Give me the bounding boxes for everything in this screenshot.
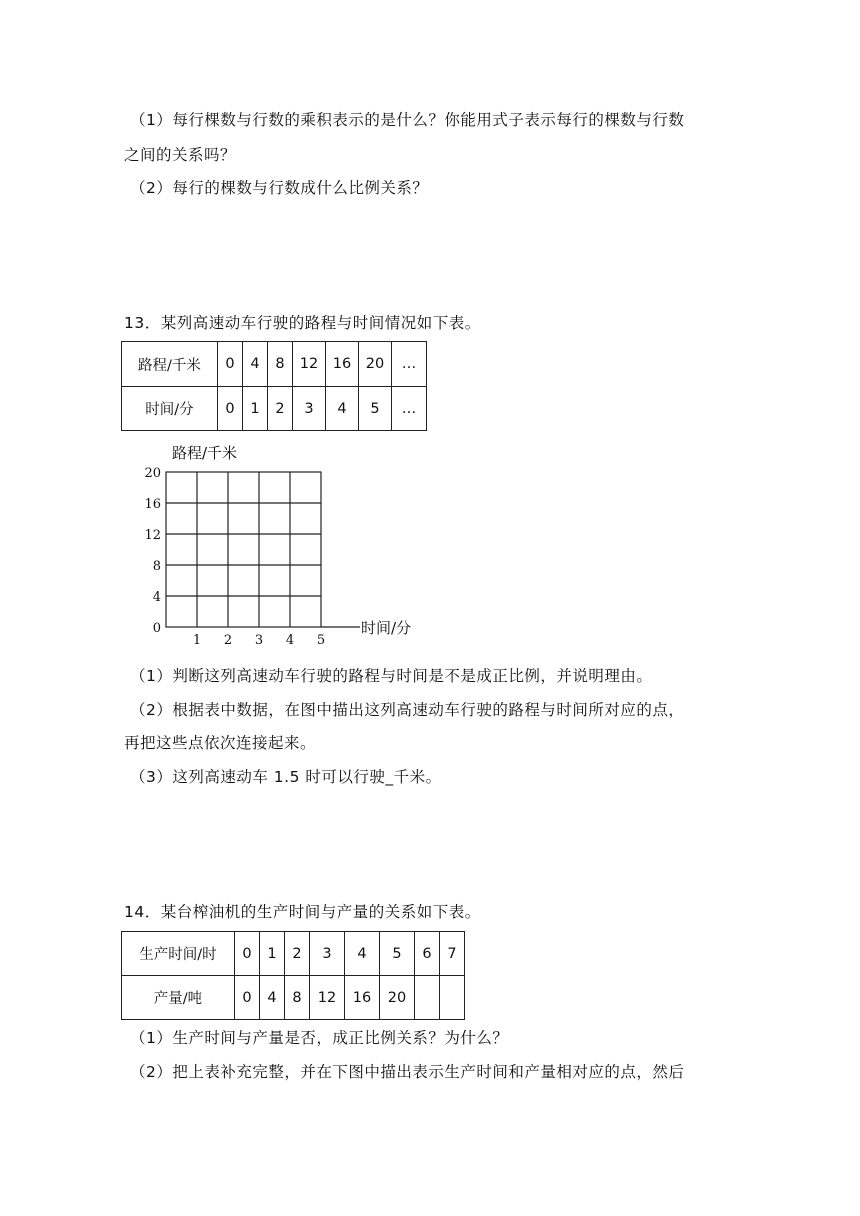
y-tick-16: 16	[144, 497, 161, 512]
table-cell: 12	[293, 342, 326, 387]
problem-13-question-1: （1）判断这列高速动车行驶的路程与时间是不是成正比例，并说明理由。	[130, 667, 653, 685]
problem-14-question-1: （1）生产时间与产量是否，成正比例关系？为什么？	[130, 1029, 509, 1047]
table-row	[122, 976, 465, 1020]
y-axis-label: 路程/千米	[172, 444, 238, 462]
table-cell: 2	[285, 932, 310, 976]
problem-14-table	[121, 931, 465, 1020]
table-cell: 6	[415, 932, 440, 976]
x-tick-4: 4	[285, 633, 295, 646]
table-row	[122, 932, 465, 976]
table-cell: 20	[359, 342, 392, 387]
grid-lines	[166, 472, 321, 627]
table-cell: 0	[235, 976, 260, 1020]
row-label: 产量/吨	[122, 976, 235, 1020]
question-1-line-2: 之间的关系吗？	[124, 146, 237, 164]
grid-border	[166, 472, 321, 627]
table-cell: 0	[218, 342, 243, 387]
x-tick-1: 1	[192, 633, 202, 646]
table-cell	[415, 976, 440, 1020]
table-cell: 12	[310, 976, 345, 1020]
x-axis-label: 时间/分	[361, 619, 412, 637]
problem-14-title: 14．某台榨油机的生产时间与产量的关系如下表。	[124, 903, 481, 921]
row-label: 路程/千米	[122, 342, 218, 387]
table-cell: 5	[380, 932, 415, 976]
table-cell: 7	[440, 932, 465, 976]
x-tick-2: 2	[223, 633, 233, 646]
table-cell: …	[392, 342, 427, 387]
table-cell: …	[392, 387, 427, 431]
table-cell: 4	[243, 342, 268, 387]
x-tick-5: 5	[316, 633, 326, 646]
table-cell: 3	[293, 387, 326, 431]
y-tick-12: 12	[144, 528, 161, 543]
table-cell	[440, 976, 465, 1020]
table-cell: 8	[268, 342, 293, 387]
table-cell: 5	[359, 387, 392, 431]
table-cell: 8	[285, 976, 310, 1020]
x-tick-3: 3	[254, 633, 264, 646]
table-cell: 2	[268, 387, 293, 431]
table-cell: 0	[218, 387, 243, 431]
table-cell: 4	[345, 932, 380, 976]
table-cell: 4	[260, 976, 285, 1020]
problem-13-question-2-line-1: （2）根据表中数据，在图中描出这列高速动车行驶的路程与时间所对应的点，	[130, 701, 685, 719]
row-label: 时间/分	[122, 387, 218, 431]
problem-13-title: 13．某列高速动车行驶的路程与时间情况如下表。	[124, 314, 481, 332]
table-cell: 1	[243, 387, 268, 431]
table-cell: 1	[260, 932, 285, 976]
problem-13-question-3: （3）这列高速动车 1.5 时可以行驶_千米。	[130, 768, 442, 786]
table-row	[122, 342, 427, 387]
problem-13-grid-chart	[130, 440, 420, 646]
table-cell: 20	[380, 976, 415, 1020]
question-1-line-1: （1）每行棵数与行数的乘积表示的是什么？你能用式子表示每行的棵数与行数	[130, 111, 685, 129]
table-cell: 16	[345, 976, 380, 1020]
problem-13-question-2-line-2: 再把这些点依次连接起来。	[124, 734, 317, 752]
row-label: 生产时间/时	[122, 932, 235, 976]
question-2: （2）每行的棵数与行数成什么比例关系？	[130, 179, 429, 197]
table-cell: 16	[326, 342, 359, 387]
y-tick-4: 4	[152, 590, 161, 605]
y-tick-8: 8	[152, 559, 161, 574]
table-cell: 4	[326, 387, 359, 431]
table-cell: 3	[310, 932, 345, 976]
table-cell: 0	[235, 932, 260, 976]
y-tick-0: 0	[152, 621, 161, 636]
problem-14-question-2: （2）把上表补充完整，并在下图中描出表示生产时间和产量相对应的点，然后	[130, 1063, 685, 1081]
table-row	[122, 387, 427, 431]
problem-13-table	[121, 341, 427, 431]
y-tick-20: 20	[144, 466, 161, 481]
